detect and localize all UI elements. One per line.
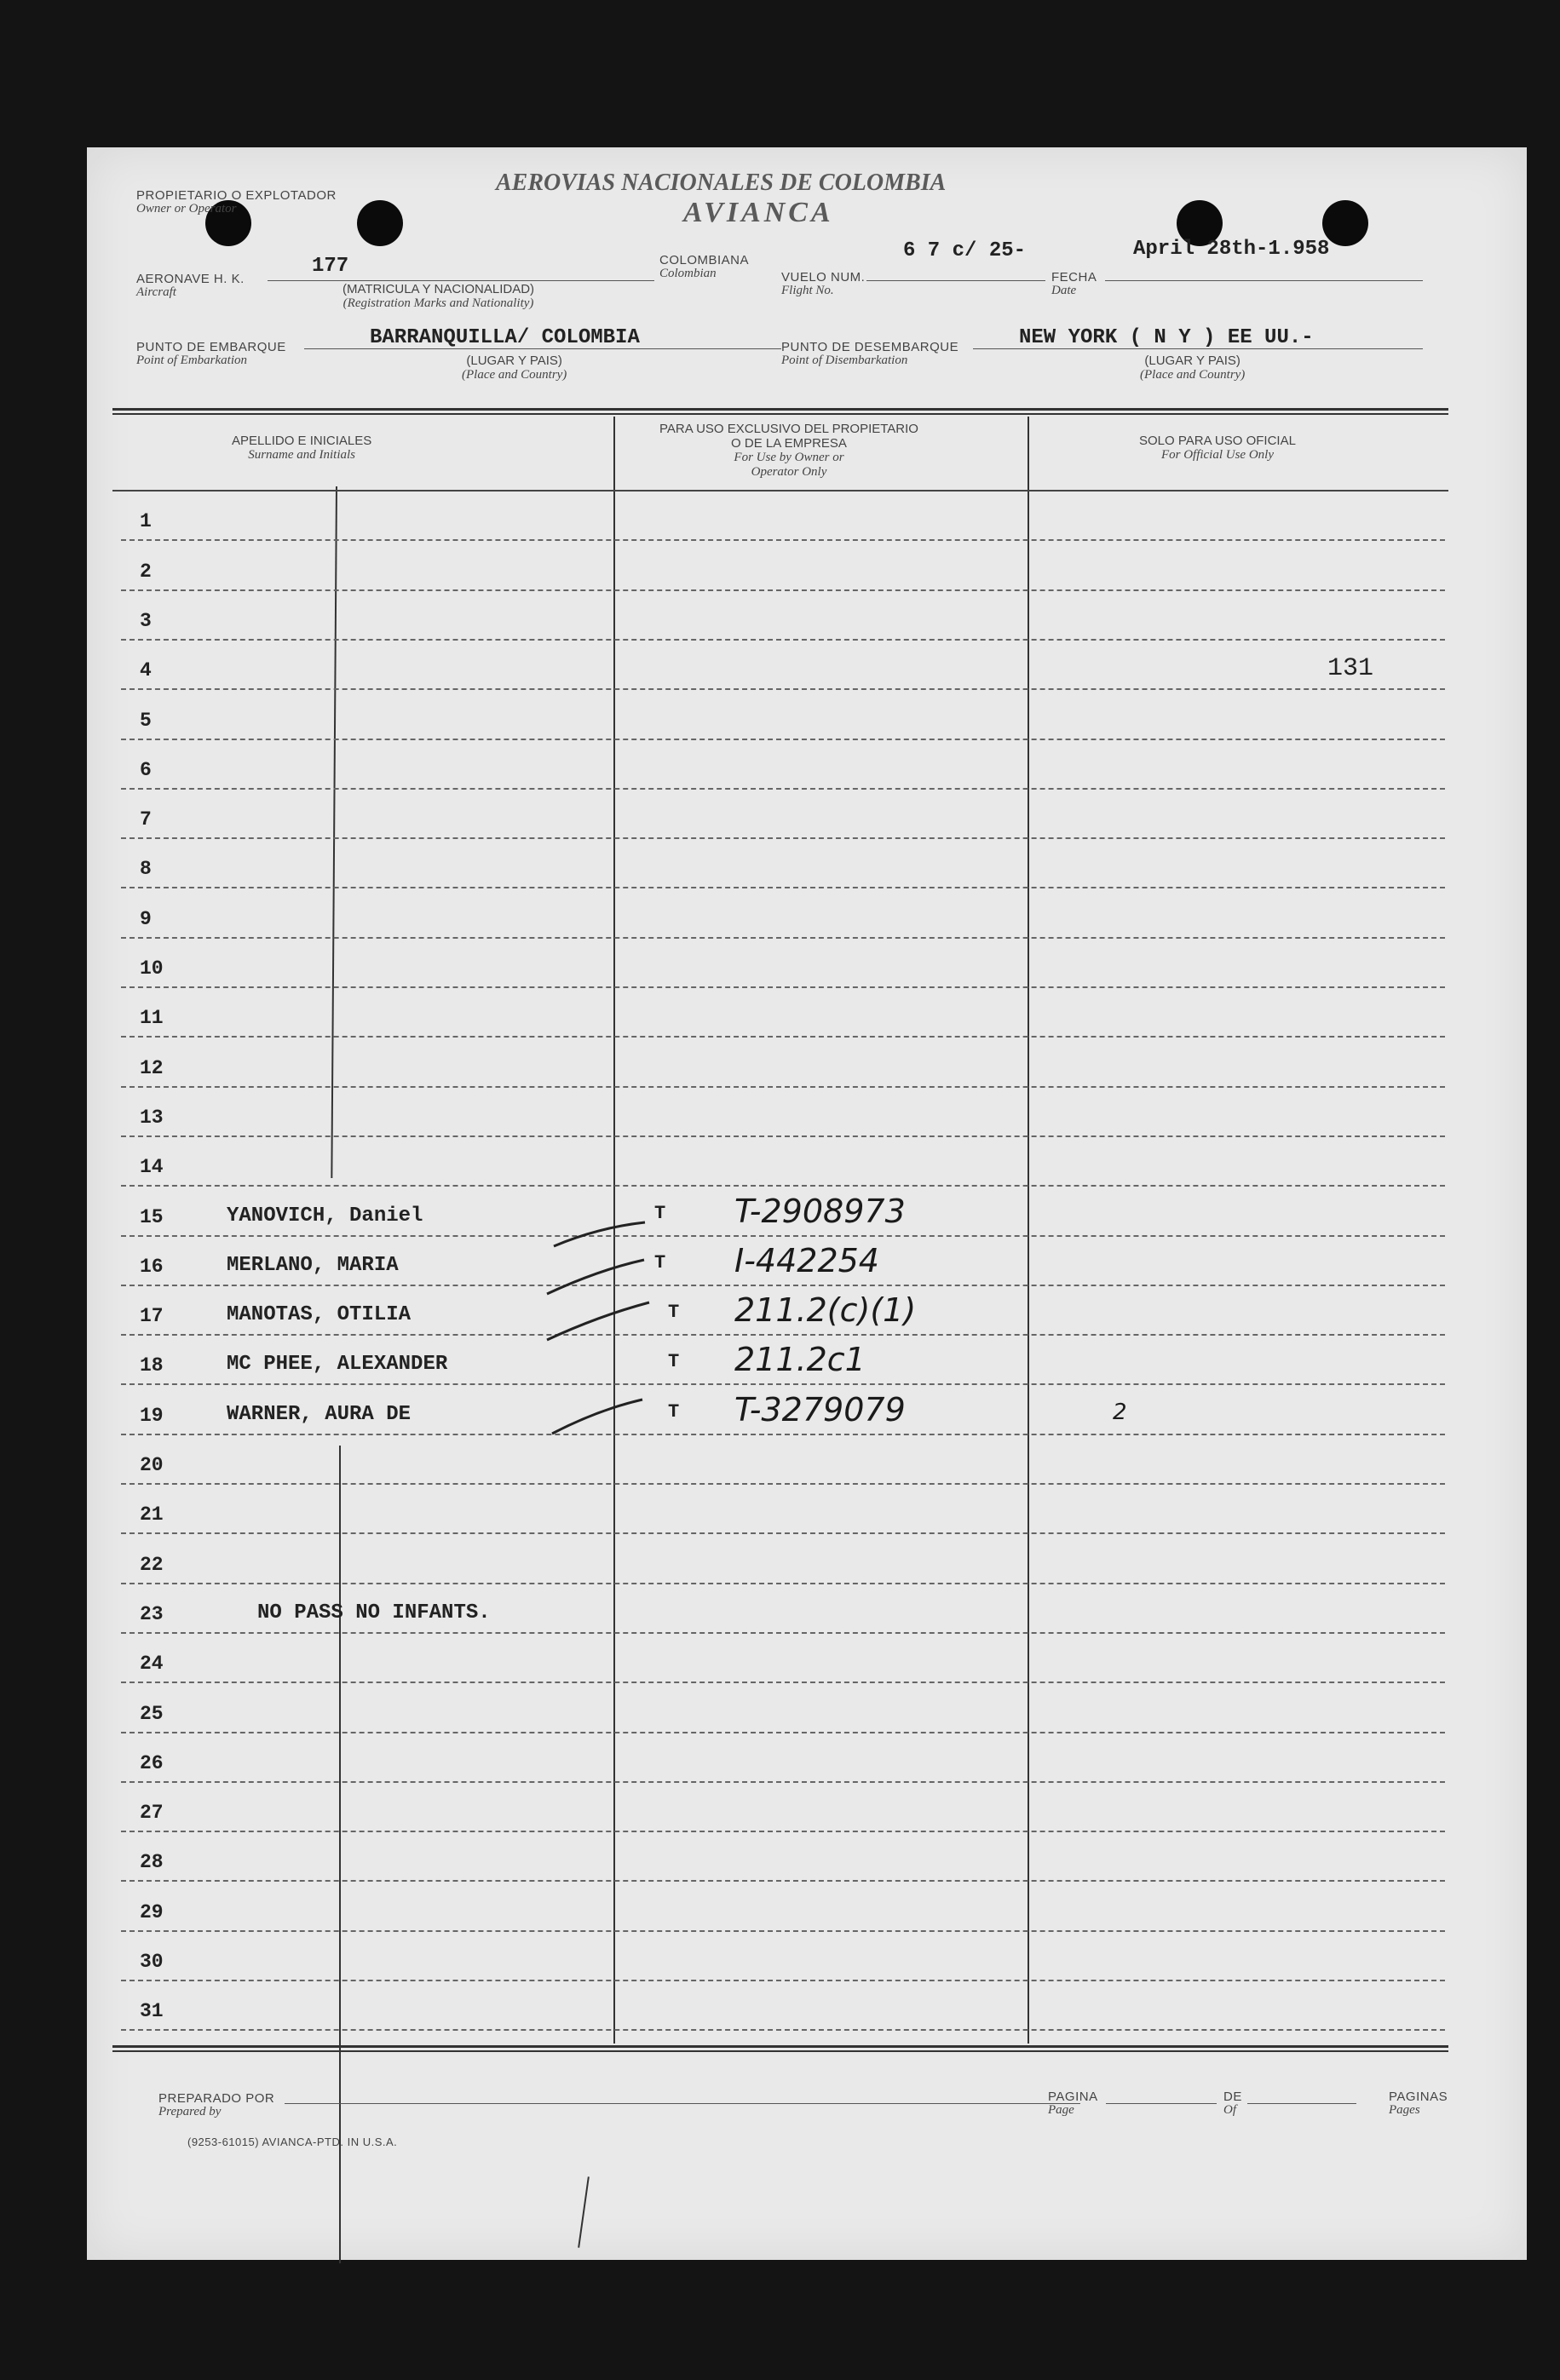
row-number: 31 (140, 2000, 164, 2023)
prepared-label-en: Prepared by (158, 2105, 222, 2118)
transit-mark: T (654, 1251, 666, 1273)
row-number: 24 (140, 1653, 164, 1676)
page-label: PAGINA (1048, 2090, 1098, 2104)
row-number: 13 (140, 1106, 164, 1129)
row-number: 27 (140, 1802, 164, 1825)
official-column-header: SOLO PARA USO OFICIAL For Official Use Only (1139, 434, 1296, 462)
nationality-label: COLOMBIANA (659, 253, 750, 267)
transit-mark: T (668, 1351, 680, 1373)
handwritten-note: 211.2(c)(1) (734, 1291, 917, 1330)
handwritten-note: 211.2c1 (734, 1341, 866, 1379)
passenger-name: MC PHEE, ALEXANDER (227, 1353, 448, 1377)
row-number: 12 (140, 1056, 164, 1079)
flight-label: VUELO NUM. (781, 270, 866, 285)
aircraft-label: AERONAVE H. K. (136, 272, 245, 286)
row-number: 17 (140, 1305, 164, 1328)
prepared-label: PREPARADO POR (158, 2091, 275, 2106)
company-brand: AVIANCA (683, 197, 834, 228)
date-value: April 28th-1.958 (1133, 238, 1330, 261)
disembark-value: NEW YORK ( N Y ) EE UU.- (1019, 326, 1314, 349)
passenger-name: YANOVICH, Daniel (227, 1204, 423, 1227)
owner-column-header: PARA USO EXCLUSIVO DEL PROPIETARIO O DE LA EMPRESA For Use by Owner or Operator Only (659, 422, 918, 479)
row-number: 28 (140, 1851, 164, 1874)
date-label-en: Date (1051, 284, 1077, 297)
of-label-en: Of (1223, 2103, 1236, 2117)
passenger-name: MANOTAS, OTILIA (227, 1303, 412, 1327)
row-number: 25 (140, 1702, 164, 1725)
row-number: 23 (140, 1602, 164, 1625)
handwritten-check-marks (87, 147, 1527, 2260)
transit-mark: T (668, 1400, 680, 1423)
flight-label-en: Flight No. (781, 284, 834, 297)
row-number: 14 (140, 1156, 164, 1179)
row-number: 4 (140, 659, 152, 682)
owner-label-en: Owner or Operator (136, 202, 237, 216)
row-number: 19 (140, 1404, 164, 1427)
embark-label: PUNTO DE EMBARQUE (136, 340, 286, 354)
of-label: DE (1223, 2090, 1242, 2104)
disembark-place-caption: (LUGAR Y PAIS) (Place and Country) (1140, 354, 1246, 382)
row-number: 5 (140, 709, 152, 732)
page-label-en: Page (1048, 2103, 1074, 2117)
row-number: 11 (140, 1007, 164, 1030)
pages-label: PAGINAS (1389, 2090, 1448, 2104)
row-number: 1 (140, 510, 152, 533)
manifest-sheet (87, 147, 1527, 2260)
row-number: 30 (140, 1951, 164, 1973)
passenger-name: MERLANO, MARIA (227, 1253, 399, 1277)
date-label: FECHA (1051, 270, 1097, 285)
aircraft-label-en: Aircraft (136, 285, 176, 299)
passenger-name: NO PASS NO INFANTS. (257, 1601, 491, 1624)
row-number: 7 (140, 808, 152, 831)
passenger-name: WARNER, AURA DE (227, 1402, 412, 1426)
row-number: 10 (140, 957, 164, 980)
official-note: 2 (1113, 1399, 1127, 1425)
official-note: 131 (1327, 654, 1374, 684)
handwritten-note: T-2908973 (734, 1192, 906, 1230)
pages-label-en: Pages (1389, 2103, 1420, 2117)
handwritten-note: I-442254 (734, 1241, 879, 1279)
embark-value: BARRANQUILLA/ COLOMBIA (370, 326, 640, 349)
row-number: 3 (140, 609, 152, 632)
row-number: 18 (140, 1354, 164, 1377)
row-number: 29 (140, 1900, 164, 1923)
row-number: 15 (140, 1205, 164, 1228)
disembark-label: PUNTO DE DESEMBARQUE (781, 340, 959, 354)
row-number: 8 (140, 858, 152, 881)
embark-place-caption: (LUGAR Y PAIS) (Place and Country) (462, 354, 567, 382)
row-number: 26 (140, 1751, 164, 1774)
transit-mark: T (668, 1302, 680, 1324)
embark-label-en: Point of Embarkation (136, 354, 247, 367)
row-number: 20 (140, 1454, 164, 1476)
row-number: 16 (140, 1255, 164, 1278)
disembark-label-en: Point of Disembarkation (781, 354, 908, 367)
names-column-header: APELLIDO E INICIALES Surname and Initials (232, 434, 372, 462)
transit-mark: T (654, 1202, 666, 1224)
row-number: 22 (140, 1553, 164, 1576)
row-number: 9 (140, 907, 152, 930)
aircraft-value: 177 (312, 255, 349, 278)
row-number: 2 (140, 560, 152, 583)
flight-value: 6 7 c/ 25- (903, 239, 1027, 262)
row-number: 6 (140, 758, 152, 781)
row-number: 21 (140, 1503, 164, 1526)
handwritten-note: T-3279079 (734, 1390, 906, 1429)
nationality-label-en: Colombian (659, 267, 717, 280)
owner-label: PROPIETARIO O EXPLOTADOR (136, 188, 337, 203)
registration-caption: (MATRICULA Y NACIONALIDAD) (Registration Marks and Nationality) (343, 282, 535, 310)
print-code: (9253-61015) AVIANCA-PTD. IN U.S.A. (187, 2136, 398, 2148)
company-name: AEROVIAS NACIONALES DE COLOMBIA (496, 170, 947, 196)
